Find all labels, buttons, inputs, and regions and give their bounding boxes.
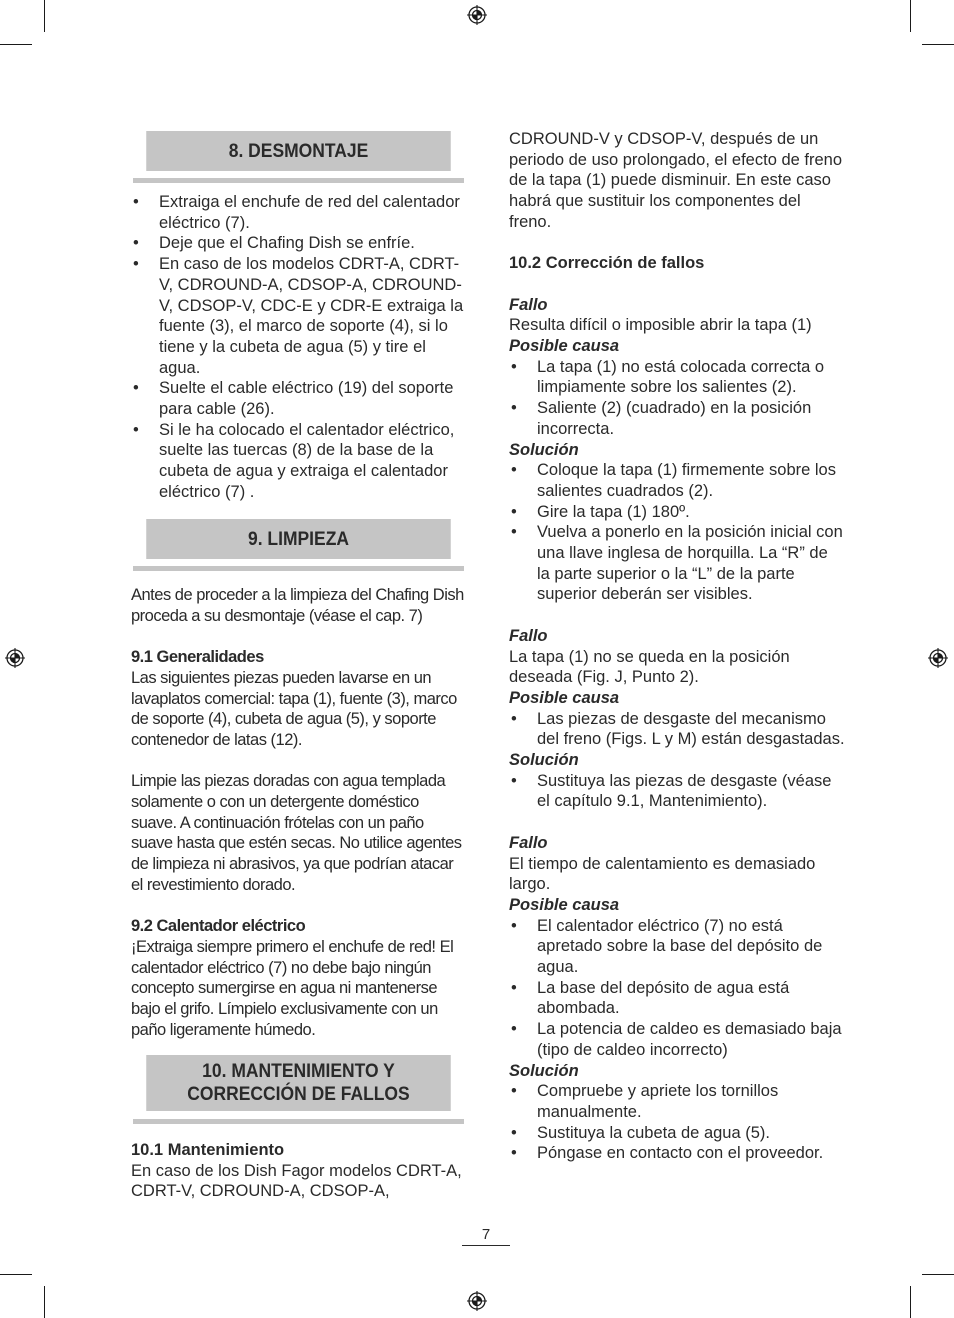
cause-label: Posible causa <box>509 895 620 914</box>
section-divider <box>133 178 464 183</box>
subsection-title: 10.2 Corrección de fallos <box>509 254 705 273</box>
registration-mark-icon <box>928 648 948 668</box>
paragraph: Las siguientes piezas pueden lavarse en un lavaplatos comercial: tapa (1), fuente (3), marco de soporte (4), cubeta de agua (5), y soporte contenedor de latas (12). <box>131 668 457 749</box>
crop-mark <box>44 0 45 32</box>
fault-label: Fallo <box>509 295 548 314</box>
list-item: • Sustituya la cubeta de agua (5). <box>509 1123 845 1144</box>
crop-mark <box>910 1286 911 1318</box>
fault-entry <box>509 833 845 1164</box>
cause-list <box>509 916 845 1061</box>
fault-text: El tiempo de calentamiento es demasiado largo. <box>509 854 816 894</box>
paragraph: En caso de los Dish Fagor modelos CDRT-A, CDRT-V, CDROUND-A, CDSOP-A, <box>131 1161 462 1201</box>
cause-label: Posible causa <box>509 688 620 707</box>
registration-mark-icon <box>467 1291 487 1311</box>
crop-mark <box>922 44 954 45</box>
right-column <box>509 129 845 1164</box>
list-item: • Póngase en contacto con el proveedor. <box>509 1143 845 1164</box>
crop-mark <box>0 44 32 45</box>
list-item: • El calentador eléctrico (7) no está apretado sobre la base del depósito de agua. <box>509 916 845 978</box>
section-heading-limpieza <box>146 519 451 559</box>
solution-list <box>509 1081 845 1164</box>
section-title: 9. LIMPIEZA <box>247 528 349 550</box>
list-item: • La base del depósito de agua está abombada. <box>509 978 845 1019</box>
registration-mark-icon <box>467 5 487 25</box>
section-heading-mantenimiento <box>146 1055 451 1111</box>
registration-mark-icon <box>5 648 25 668</box>
fault-label: Fallo <box>509 626 548 645</box>
fault-text: Resulta difícil o imposible abrir la tapa (1) <box>509 316 812 335</box>
page-number: 7 <box>462 1226 510 1246</box>
desmontaje-list-block <box>131 192 467 503</box>
limpieza-block <box>131 585 467 1040</box>
cause-label: Posible causa <box>509 337 620 355</box>
list-item: • Compruebe y apriete los tornillos manualmente. <box>509 1081 845 1122</box>
list-item: • Vuelva a ponerlo en la posición inicial con una llave inglesa de horquilla. La “R” de la parte superior o la “L” de la parte superior deberán ser visibles. <box>509 522 845 605</box>
paragraph: Limpie las piezas doradas con agua templada solamente o con un detergente doméstico suave. A continuación frótelas con un paño suave hasta que estén secas. No utilice agentes de limpieza ni abrasivos, ya que podrían atacar el revestimiento dorado. <box>131 772 462 894</box>
list-item: • Deje que el Chafing Dish se enfríe. <box>131 233 467 254</box>
list-item: • Extraiga el enchufe de red del calentador eléctrico (7). <box>131 192 467 233</box>
paragraph: ¡Extraiga siempre primero el enchufe de red! El calentador eléctrico (7) no debe bajo ningún concepto sumergirse en agua ni mantenerse bajo el grifo. Límpielo exclusivamente con un paño ligeramente húmedo. <box>131 937 454 1039</box>
cause-list <box>509 709 845 750</box>
list-item: • Si le ha colocado el calentador eléctrico, suelte las tuercas (8) de la base de la cubeta de agua y extraiga el calentador eléctrico (7) . <box>131 420 467 503</box>
paragraph: CDROUND-V y CDSOP-V, después de un periodo de uso prolongado, el efecto de freno de la tapa (1) puede disminuir. En este caso habrá que sustituir los componentes del freno. <box>509 130 842 231</box>
subsection-title: 9.1 Generalidades <box>131 648 264 667</box>
solution-label: Solución <box>509 751 579 770</box>
fault-entry <box>509 295 845 606</box>
list-item: • Suelte el cable eléctrico (19) del soporte para cable (26). <box>131 378 467 419</box>
solution-list <box>509 771 845 812</box>
section-divider <box>133 1119 464 1124</box>
fault-text: La tapa (1) no se queda en la posición deseada (Fig. J, Punto 2). <box>509 647 790 687</box>
crop-mark <box>922 1274 954 1275</box>
cause-list <box>509 357 845 440</box>
paragraph: Antes de proceder a la limpieza del Chafing Dish proceda a su desmontaje (véase el cap. 7) <box>131 586 464 625</box>
section-title-line1: 10. MANTENIMIENTO Y <box>202 1061 395 1082</box>
list-item: • Coloque la tapa (1) firmemente sobre los salientes cuadrados (2). <box>509 460 845 501</box>
subsection-title: 9.2 Calentador eléctrico <box>131 917 306 936</box>
section-divider <box>133 566 464 571</box>
subsection-title: 10.1 Mantenimiento <box>131 1141 285 1159</box>
list-item: • Saliente (2) (cuadrado) en la posición incorrecta. <box>509 398 845 439</box>
section-heading-desmontaje <box>146 131 451 171</box>
desmontaje-list <box>131 192 467 503</box>
crop-mark <box>910 0 911 32</box>
fault-label: Fallo <box>509 833 548 852</box>
list-item: • La tapa (1) no está colocada correcta o limpiamente sobre los salientes (2). <box>509 357 845 398</box>
crop-mark <box>0 1274 32 1275</box>
list-item: • En caso de los modelos CDRT-A, CDRT-V, CDROUND-A, CDSOP-A, CDROUND-V, CDSOP-V, CDC-E y CDR-E extraiga la fuente (3), el marco de soporte (4), si lo tiene y la cubeta de agua (5) y tire el agua. <box>131 254 467 378</box>
list-item: • La potencia de caldeo es demasiado baja (tipo de caldeo incorrecto) <box>509 1019 845 1060</box>
fault-entry <box>509 626 845 812</box>
solution-label: Solución <box>509 1061 579 1080</box>
crop-mark <box>44 1286 45 1318</box>
list-item: • Sustituya las piezas de desgaste (véase el capítulo 9.1, Mantenimiento). <box>509 771 845 812</box>
list-item: • Las piezas de desgaste del mecanismo del freno (Figs. L y M) están desgastadas. <box>509 709 845 750</box>
section-title-line2: CORRECCIÓN DE FALLOS <box>187 1084 410 1105</box>
section-title: 8. DESMONTAJE <box>228 140 369 162</box>
list-item: • Gire la tapa (1) 180º. <box>509 502 845 523</box>
solution-list <box>509 460 845 605</box>
mantenimiento-block <box>131 1140 467 1202</box>
solution-label: Solución <box>509 440 579 459</box>
